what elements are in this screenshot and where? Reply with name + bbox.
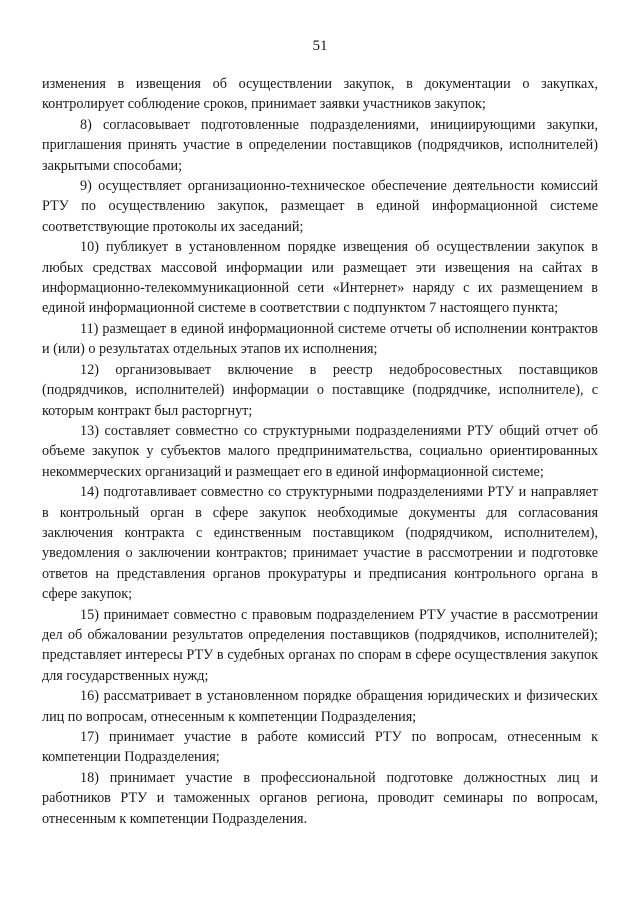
paragraph-item-15: 15) принимает совместно с правовым подразделением РТУ участие в рассмотрении дел об обжаловании результатов определения поставщиков (подрядчиков, исполнителей); представляет интересы РТУ в судебных органах по спорам в сфере осуществления закупок для государственных нужд; <box>42 606 598 684</box>
paragraph-item-8: 8) согласовывает подготовленные подразделениями, инициирующими закупки, приглашения принять участие в определении поставщиков (подрядчиков, исполнителей) закрытыми способами; <box>42 116 598 174</box>
paragraph-item-11: 11) размещает в единой информационной системе отчеты об исполнении контрактов и (или) о результатах отдельных этапов их исполнения; <box>42 320 598 358</box>
paragraph-item-14: 14) подготавливает совместно со структурными подразделениями РТУ и направляет в контрольный орган в сфере закупок необходимые документы для согласования заключения контракта с единственным поставщиком (подрядчиком, исполнителем), уведомления о заключении контрактов; принимает участие в рассмотрении и подготовке ответов на представления органов прокуратуры и предписания контрольного органа в сфере закупок; <box>42 484 598 603</box>
paragraph-item-12: 12) организовывает включение в реестр недобросовестных поставщиков (подрядчиков, исполнителей) информации о поставщике (подрядчике, исполнителе), с которым контракт был расторгнут; <box>42 361 598 419</box>
paragraph-item-17: 17) принимает участие в работе комиссий РТУ по вопросам, отнесенным к компетенции Подразделения; <box>42 729 598 766</box>
paragraph-item-16: 16) рассматривает в установленном порядке обращения юридических и физических лиц по вопросам, отнесенным к компетенции Подразделения; <box>42 688 598 725</box>
page-number: 51 <box>312 38 328 54</box>
paragraph-item-18: 18) принимает участие в профессиональной подготовке должностных лиц и работников РТУ и таможенных органов региона, проводит семинары по вопросам, отнесенным к компетенции Подразделения. <box>42 769 598 827</box>
document-body <box>42 74 598 829</box>
paragraph-item-10: 10) публикует в установленном порядке извещения об осуществлении закупок в любых средствах массовой информации или размещает эти извещения на сайтах в информационно-телекоммуникационной сети «Интернет» наряду с их размещением в единой информационной системе в соответствии с подпунктом 7 настоящего пункта; <box>42 239 598 317</box>
paragraph-item-9: 9) осуществляет организационно-техническое обеспечение деятельности комиссий РТУ по осуществлению закупок, размещает в единой информационной системе соответствующие протоколы их заседаний; <box>42 178 598 235</box>
paragraph-continuation: изменения в извещения об осуществлении закупок, в документации о закупках, контролирует соблюдение сроков, принимает заявки участников закупок; <box>42 76 598 113</box>
paragraph-item-13: 13) составляет совместно со структурными подразделениями РТУ общий отчет об объеме закупок у субъектов малого предпринимательства, социально ориентированных некоммерческих организаций и размещает его в единой информационной системе; <box>42 422 598 480</box>
